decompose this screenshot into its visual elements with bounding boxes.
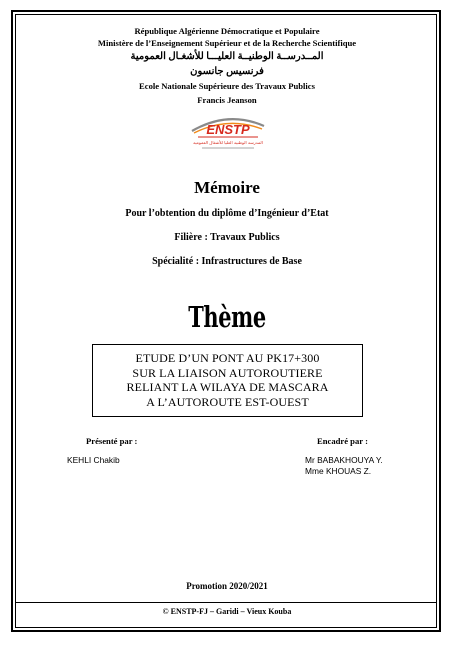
logo-arabic-caption: المدرسة الوطنية العليا للأشغال العمومية xyxy=(193,140,263,145)
footer-divider xyxy=(16,602,436,603)
supervisor-name: Mr BABAKHOUYA Y. xyxy=(305,455,383,465)
school-name-french: Ecole Nationale Supérieure des Travaux Publics xyxy=(139,81,315,91)
promotion-year: Promotion 2020/2021 xyxy=(186,581,268,591)
logo-acronym: ENSTP xyxy=(206,122,250,137)
theme-title-box xyxy=(92,344,363,417)
theme-heading: Thème xyxy=(188,300,266,334)
theme-title-line: RELIANT LA WILAYA DE MASCARA xyxy=(126,380,329,394)
specialty-line: Spécialité : Infrastructures de Base xyxy=(152,256,302,267)
school-name-arabic: المــدرســة الوطنيــة العليـــا للأشغـال العمومية xyxy=(130,51,324,62)
theme-title-line: ETUDE D’UN PONT AU PK17+300 xyxy=(135,351,320,365)
theme-title-line: SUR LA LIAISON AUTOROUTIERE xyxy=(132,365,323,380)
supervisor-name: Mme KHOUAS Z. xyxy=(305,466,372,476)
ministry-line: Ministère de l’Enseignement Supérieur et de la Recherche Scientifique xyxy=(97,38,357,48)
theme-title-line: A L’AUTOROUTE EST-OUEST xyxy=(146,394,309,409)
student-name: KEHLI Chakib xyxy=(67,455,120,465)
presented-by-label: Présenté par : xyxy=(86,436,138,446)
founder-name-arabic: فرنسيس جانسون xyxy=(190,66,264,77)
diploma-purpose: Pour l’obtention du diplôme d’Ingénieur d’Etat xyxy=(125,208,329,219)
footer-copyright: © ENSTP-FJ – Garidi – Vieux Kouba xyxy=(162,607,292,616)
field-line: Filière : Travaux Publics xyxy=(174,232,280,243)
founder-name: Francis Jeanson xyxy=(197,95,257,105)
republic-line: République Algérienne Démocratique et Populaire xyxy=(134,26,320,36)
document-type: Mémoire xyxy=(194,178,260,197)
enstp-logo xyxy=(186,112,270,152)
supervised-by-label: Encadré par : xyxy=(317,436,368,446)
enstp-logo-icon xyxy=(186,112,270,152)
